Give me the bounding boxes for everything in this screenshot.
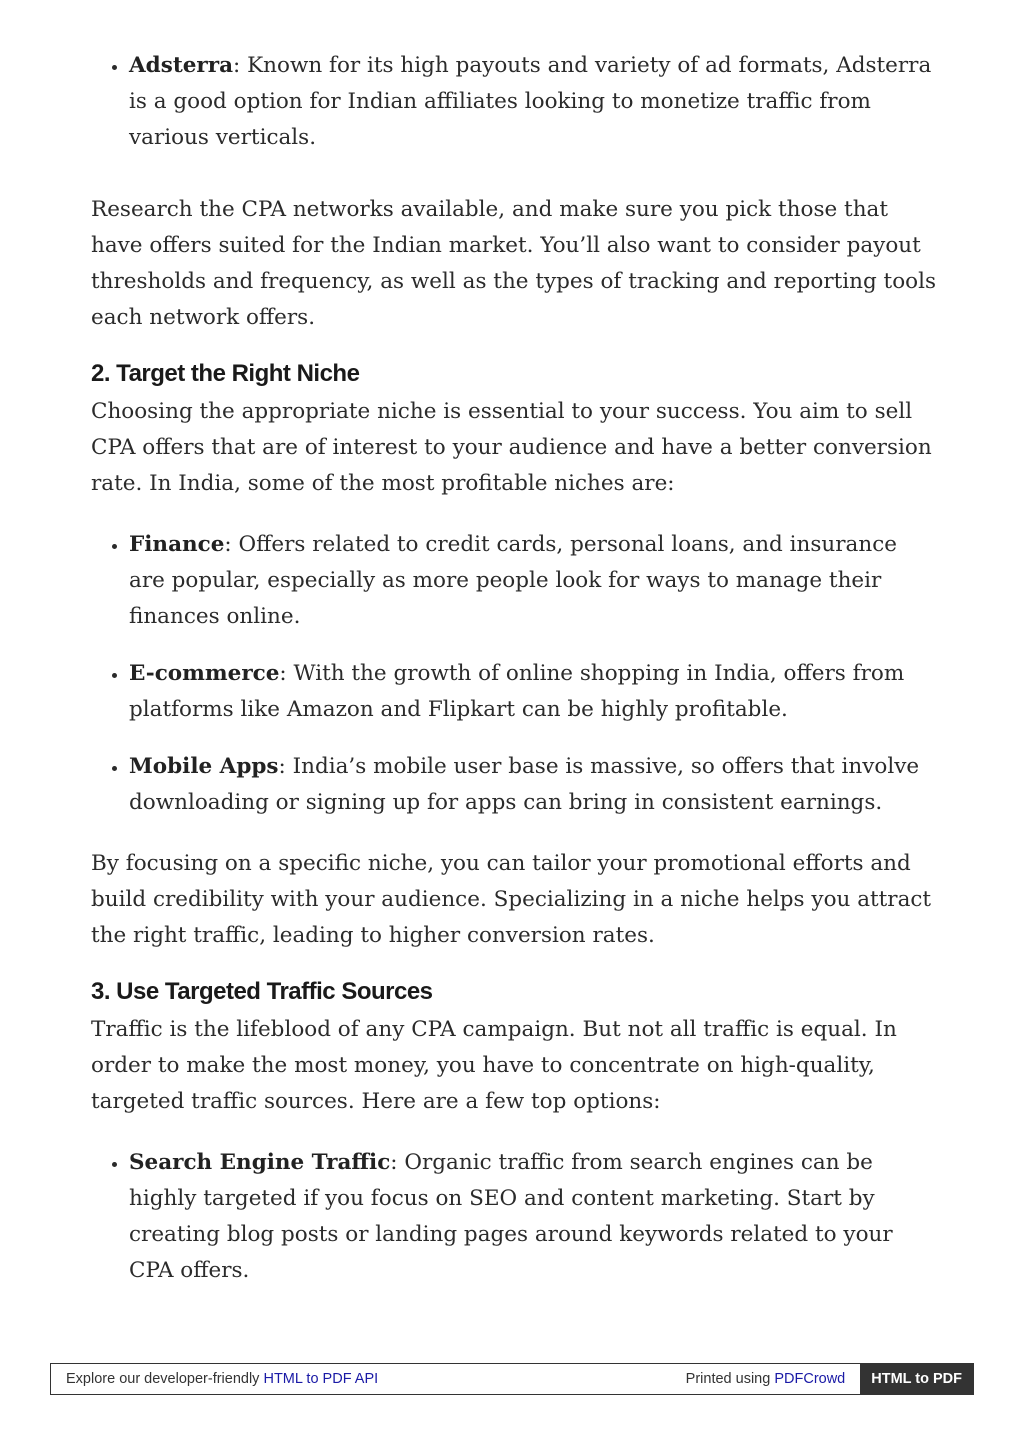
section-heading-traffic: 3. Use Targeted Traffic Sources	[91, 978, 433, 1005]
list-item-text: : Organic traffic from search engines can be highly targeted if you focus on SEO and content marketing. Start by creating blog posts or landing pages around keywords related to your CPA offers.	[129, 1150, 893, 1283]
footer-explore-text: Explore our developer-friendly	[66, 1371, 264, 1387]
html-to-pdf-api-link[interactable]: HTML to PDF API	[263, 1371, 379, 1387]
article-content	[91, 48, 936, 1310]
footer-printed	[686, 1371, 861, 1387]
list-item	[129, 749, 936, 821]
paragraph-niche-intro: Choosing the appropriate niche is essential to your success. You aim to sell CPA offers that are of interest to your audience and have a better conversion rate. In India, some of the most profitable niches are:	[91, 399, 932, 496]
paragraph-traffic-intro: Traffic is the lifeblood of any CPA campaign. But not all traffic is equal. In order to make the most money, you have to concentrate on high-quality, targeted traffic sources. Here are a few top options:	[91, 1017, 897, 1114]
pdfcrowd-link[interactable]: PDFCrowd	[774, 1371, 846, 1387]
list-item-term: E-commerce	[129, 661, 280, 686]
list-item-text: : India’s mobile user base is massive, so offers that involve downloading or signing up for apps can bring in consistent earnings.	[129, 754, 920, 815]
list-item	[129, 656, 936, 728]
section-heading-niche: 2. Target the Right Niche	[91, 360, 360, 387]
list-item	[129, 527, 936, 635]
niche-list	[91, 527, 936, 821]
list-item-text: : Known for its high payouts and variety of ad formats, Adsterra is a good option for Indian affiliates looking to monetize traffic from various verticals.	[129, 53, 932, 150]
paragraph-research: Research the CPA networks available, and make sure you pick those that have offers suited for the Indian market. You’ll also want to consider payout thresholds and frequency, as well as the types of tracking and reporting tools each network offers.	[91, 197, 936, 330]
list-item-term: Search Engine Traffic	[129, 1150, 391, 1175]
list-item-term: Finance	[129, 532, 225, 557]
traffic-list	[91, 1145, 936, 1289]
list-item-term: Adsterra	[129, 53, 234, 78]
network-list	[91, 48, 936, 156]
list-item-text: : Offers related to credit cards, personal loans, and insurance are popular, especially as more people look for ways to manage their finances online.	[129, 532, 897, 629]
footer-printed-text: Printed using	[685, 1371, 775, 1387]
paragraph-niche-outro: By focusing on a specific niche, you can tailor your promotional efforts and build credibility with your audience. Specializing in a niche helps you attract the right traffic, leading to higher conversion rates.	[91, 851, 932, 948]
pdf-footer-bar	[50, 1363, 974, 1395]
html-to-pdf-badge[interactable]: HTML to PDF	[860, 1364, 973, 1394]
list-item-text: : With the growth of online shopping in India, offers from platforms like Amazon and Flipkart can be highly profitable.	[129, 661, 905, 722]
list-item	[129, 48, 936, 156]
list-item-term: Mobile Apps	[129, 754, 279, 779]
list-item	[129, 1145, 936, 1289]
footer-explore	[51, 1371, 686, 1387]
